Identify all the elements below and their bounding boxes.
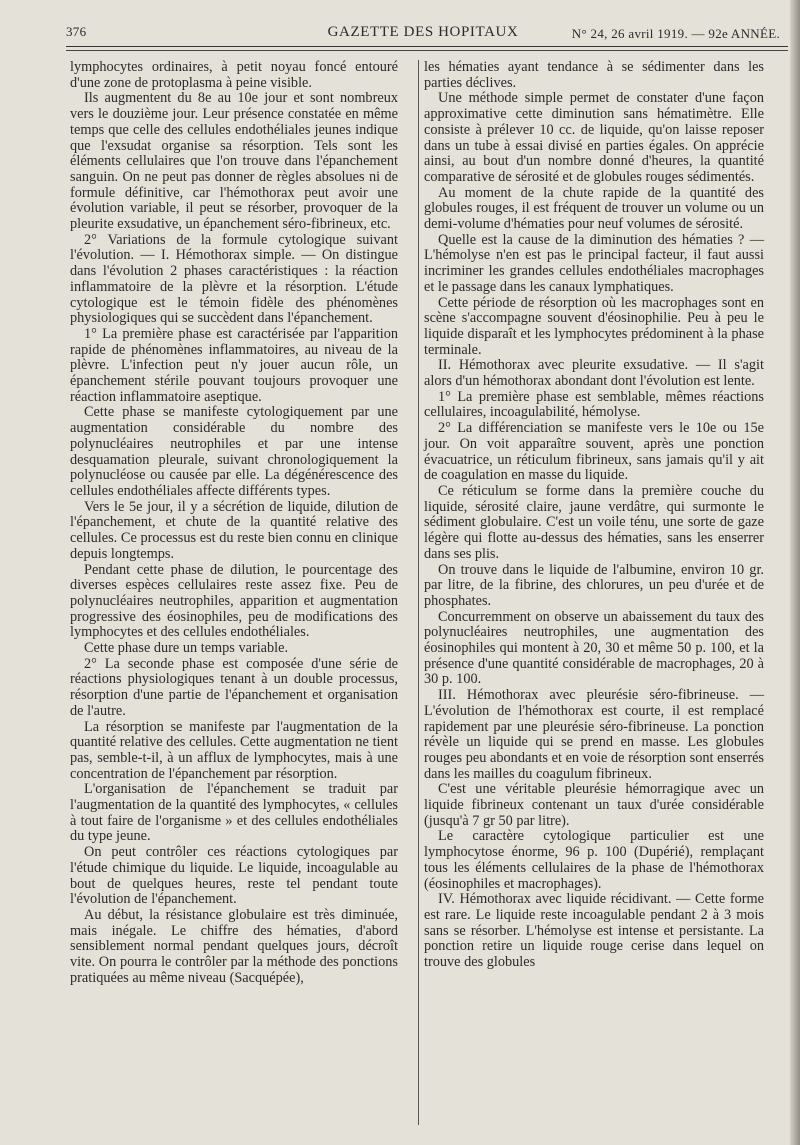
page-number: 376 xyxy=(66,24,87,39)
paragraph: III. Hémothorax avec pleurésie séro-fibrineuse. — L'évolution de l'hémothorax est courte, il est remplacé rapidement par une pleurésie séro-fibrineuse. La ponction révèle un liquide qui se prend en masse. Les globules rouges peu abondants et en voie de résorption sont enserrés dans les mailles du coagulum fibrineux. xyxy=(424,687,764,782)
paragraph: lymphocytes ordinaires, à petit noyau foncé entouré d'une zone de protoplasma à peine visible. xyxy=(70,59,398,91)
paragraph: Ce réticulum se forme dans la première couche du liquide, sérosité claire, jaune verdâtre, qui surmonte le sédiment globulaire. C'est un voile ténu, une sorte de gaze légère qui flotte au-dessus des hématies, sans les enserrer dans ses plis. xyxy=(424,482,764,562)
journal-title: GAZETTE DES HOPITAUX xyxy=(327,24,519,40)
paragraph: IV. Hémothorax avec liquide récidivant. — Cette forme est rare. Le liquide reste incoagulable pendant 2 à 3 mois sans se résorber. L'hémolyse est intense et persistante. La ponction retire un liquide rouge cerise dans lequel on trouve des globules xyxy=(424,891,764,971)
paragraph: On trouve dans le liquide de l'albumine, environ 10 gr. par litre, de la fibrine, des chlorures, un peu d'urée et de phosphates. xyxy=(424,561,764,609)
paragraph: Le caractère cytologique particulier est une lymphocytose énorme, 96 p. 100 (Dupérié), remplaçant tous les éléments cellulaires de la phase de l'hémothorax (éosinophiles et macrophages). xyxy=(424,828,764,892)
column-divider xyxy=(418,60,419,1125)
paragraph: Ils augmentent du 8e au 10e jour et sont nombreux vers le douzième jour. Leur présence constatée en même temps que celle des cellules endothéliales jeunes indique que l'exsudat organise sa résorption. Tels sont les éléments cellulaires que l'on trouve dans l'épanchement sanguin. On ne peut pas donner de règles absolues ni de formule définitive, car l'hémothorax peut avoir une évolution variable, il peut se résorber, provoquer de la pleurite exsudative, un épanchement séro-fibrineux, etc. xyxy=(70,90,398,233)
paragraph: Une méthode simple permet de constater d'une façon approximative cette diminution sans hématimètre. Elle consiste à prélever 10 cc. de liquide, qu'on laisse reposer dans un tube à essai divisé en parties égales. On apprécie ainsi, au bout d'un nombre donné d'heures, la quantité comparative de sérosité et de globules rouges sédimentés. xyxy=(424,90,764,185)
paragraph: Au moment de la chute rapide de la quantité des globules rouges, il est fréquent de trouver un volume ou un demi-volume d'hématies pour neuf volumes de sérosité. xyxy=(424,184,764,233)
issue-info: N° 24, 26 avril 1919. — 92e ANNÉE. xyxy=(571,26,780,41)
paragraph: Quelle est la cause de la diminution des hématies ? — L'hémolyse n'en est pas le principal facteur, il faut aussi incriminer les grandes cellules endothéliales macrophages et le passage dans les canaux lymphatiques. xyxy=(424,231,764,295)
paragraph: 1° La première phase est caractérisée par l'apparition rapide de phénomènes inflammatoires, au niveau de la plèvre. L'infection peut n'y jouer aucun rôle, un épanchement stérile pouvant toujours provoquer une réaction inflammatoire aseptique. xyxy=(70,325,398,405)
paragraph: L'organisation de l'épanchement se traduit par l'augmentation de la quantité des lymphocytes, « cellules à tout faire de l'organisme » et des cellules endothéliales du type jeune. xyxy=(70,781,398,845)
paragraph: II. Hémothorax avec pleurite exsudative. — Il s'agit alors d'un hémothorax abondant dont l'évolution est lente. xyxy=(424,357,764,390)
left-column xyxy=(70,60,398,986)
paragraph: 2° Variations de la formule cytologique suivant l'évolution. — I. Hémothorax simple. — On distingue dans l'évolution 2 phases caractéristiques : la réaction inflammatoire de la plèvre et la résorption. L'étude cytologique est le témoin fidèle des phénomènes physiologiques qui se succèdent dans l'épanchement. xyxy=(70,231,398,327)
page-header xyxy=(66,20,780,42)
paragraph: La résorption se manifeste par l'augmentation de la quantité relative des cellules. Cette augmentation ne tient pas, semble-t-il, à un afflux de lymphocytes, mais à une concentration de l'épanchement par résorption. xyxy=(70,718,398,782)
page-edge-shadow xyxy=(790,0,800,1145)
paragraph: 2° La différenciation se manifeste vers le 10e ou 15e jour. On voit apparaître souvent, après une ponction évacuatrice, un réticulum fibrineux, sans jamais qu'il y ait de coagulation en masse du liquide. xyxy=(424,420,764,484)
header-rule xyxy=(66,46,788,47)
right-column xyxy=(424,60,764,971)
paragraph: Cette phase se manifeste cytologiquement par une augmentation considérable du nombre des polynucléaires neutrophiles et par une intense desquamation pleurale, suivant chronologiquement la polynucléose ou causée par elle. La dégénérescence des cellules endothéliales affecte différents types. xyxy=(70,404,398,499)
paragraph: On peut contrôler ces réactions cytologiques par l'étude chimique du liquide. Le liquide, incoagulable au bout de quelques heures, reste tel pendant toute l'évolution de l'épanchement. xyxy=(70,844,398,908)
paragraph: C'est une véritable pleurésie hémorragique avec un liquide fibrineux contenant un taux d'urée considérable (jusqu'à 7 gr 50 par litre). xyxy=(424,781,764,829)
paragraph: 2° La seconde phase est composée d'une série de réactions physiologiques tenant à un double processus, résorption d'une partie de l'épanchement et organisation de l'autre. xyxy=(70,655,398,719)
paragraph: Cette période de résorption où les macrophages sont en scène s'accompagne souvent d'éosinophilie. Peu à peu le liquide disparaît et les lymphocytes prédominent à la phase terminale. xyxy=(424,294,764,358)
paragraph: les hématies ayant tendance à se sédimenter dans les parties déclives. xyxy=(424,59,764,91)
paragraph: Au début, la résistance globulaire est très diminuée, mais inégale. Le chiffre des hématies, d'abord sensiblement normal pendant quelques jours, décroît vite. On pourra le contrôler par la méthode des ponctions pratiquées au même niveau (Sacquépée), xyxy=(70,906,398,986)
paragraph: Cette phase dure un temps variable. xyxy=(84,640,289,657)
header-rule-thin xyxy=(66,50,788,51)
paragraph: Vers le 5e jour, il y a sécrétion de liquide, dilution de l'épanchement, et chute de la quantité relative des cellules. Ce processus est du reste bien connu en clinique depuis longtemps. xyxy=(70,498,398,562)
paragraph: Pendant cette phase de dilution, le pourcentage des diverses espèces cellulaires reste assez fixe. Peu de polynucléaires neutrophiles, apparition et augmentation progressive des éosinophiles, peu de modifications des lymphocytes et des cellules endothéliales. xyxy=(70,561,398,641)
paragraph: Concurremment on observe un abaissement du taux des polynucléaires neutrophiles, une augmentation des éosinophiles qui montent à 20, 30 et même 50 p. 100, et la présence d'une quantité considérable de macrophages, 20 à 30 p. 100. xyxy=(424,608,764,688)
paragraph: 1° La première phase est semblable, mêmes réactions cellulaires, incoagulabilité, hémolyse. xyxy=(424,388,764,421)
